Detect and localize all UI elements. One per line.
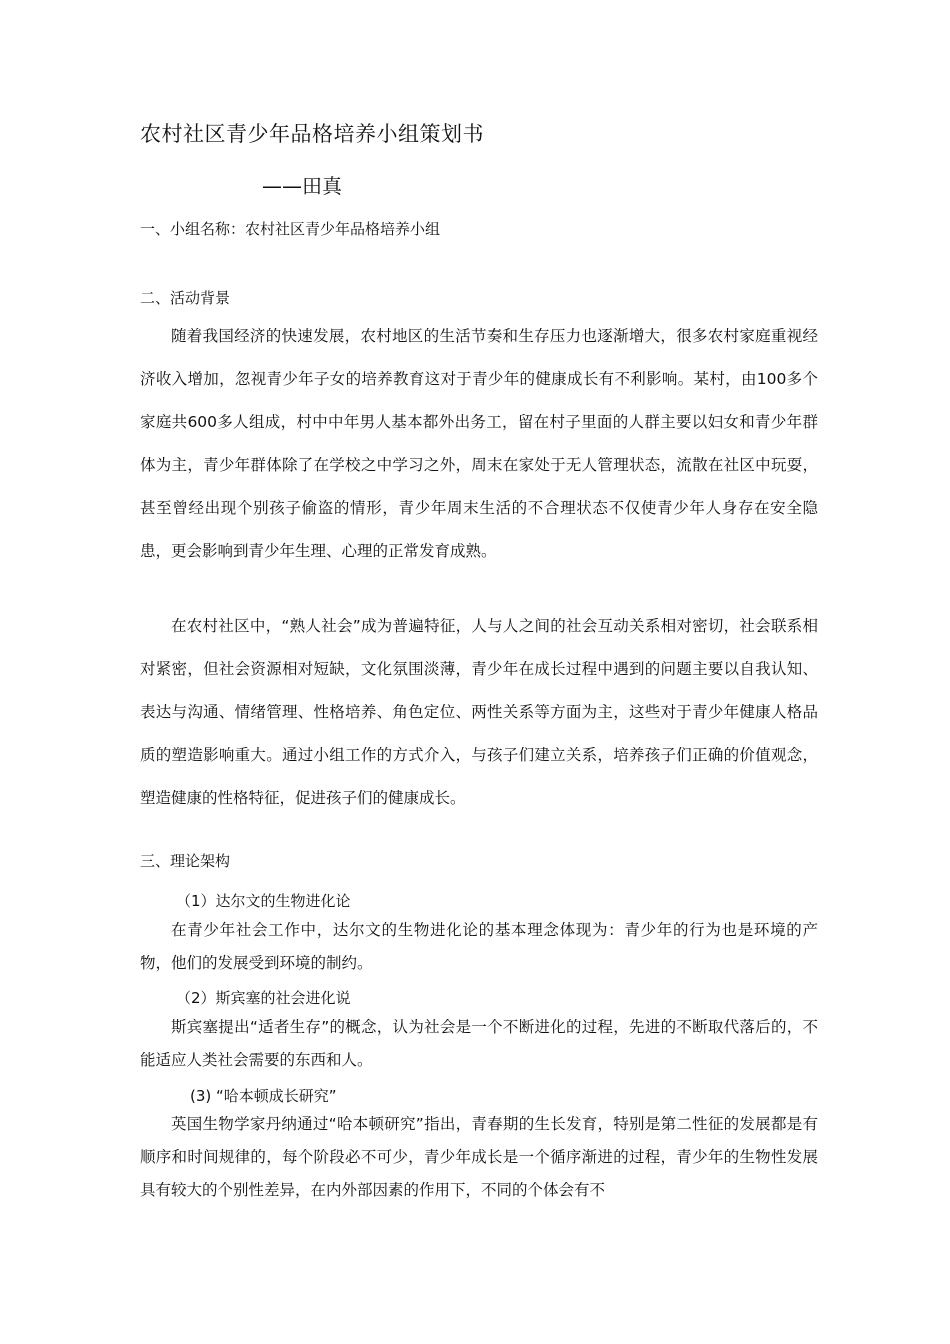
- background-paragraph-2: 在农村社区中，“熟人社会”成为普遍特征，人与人之间的社会互动关系相对密切，社会联系相对紧密，但社会资源相对短缺，文化氛围淡薄，青少年在成长过程中遇到的问题主要以自我认知、表达与沟通、情绪管理、性格培养、角色定位、两性关系等方面为主，这些对于青少年健康人格品质的塑造影响重大。通过小组工作的方式介入，与孩子们建立关系，培养孩子们正确的价值观念，塑造健康的性格特征，促进孩子们的健康成长。: [140, 617, 818, 807]
- theory-subheading-darwin: （1）达尔文的生物进化论: [176, 892, 351, 910]
- background-paragraph-1: 随着我国经济的快速发展，农村地区的生活节奏和生存压力也逐渐增大，很多农村家庭重视经济收入增加，忽视青少年子女的培养教育这对于青少年的健康成长有不利影响。某村，由100多个家庭共600多人组成，村中中年男人基本都外出务工，留在村子里面的人群主要以妇女和青少年群体为主，青少年群体除了在学校之中学习之外，周末在家处于无人管理状态，流散在社区中玩耍，甚至曾经出现个别孩子偷盗的情形，青少年周末生活的不合理状态不仅使青少年人身存在安全隐患，更会影响到青少年生理、心理的正常发育成熟。: [140, 327, 818, 560]
- document-author: ——田真: [262, 174, 342, 198]
- section-heading-background: 二、活动背景: [140, 289, 231, 307]
- theory-body-darwin: 在青少年社会工作中，达尔文的生物进化论的基本理念体现为：青少年的行为也是环境的产物，他们的发展受到环境的制约。: [140, 921, 818, 972]
- section-heading-group-name: 一、小组名称：农村社区青少年品格培养小组: [140, 220, 441, 238]
- theory-subheading-harpenden: (3) “哈本顿成长研究”: [190, 1087, 337, 1105]
- document-title: 农村社区青少年品格培养小组策划书: [140, 122, 484, 146]
- section-heading-theory: 三、理论架构: [140, 852, 231, 870]
- theory-body-harpenden: 英国生物学家丹纳通过“哈本顿研究”指出，青春期的生长发育，特别是第二性征的发展都是有顺序和时间规律的，每个阶段必不可少，青少年成长是一个循序渐进的过程，青少年的生物性发展具有较大的个别性差异，在内外部因素的作用下，不同的个体会有不: [140, 1115, 818, 1199]
- theory-subheading-spencer: （2）斯宾塞的社会进化说: [176, 989, 351, 1007]
- theory-body-spencer: 斯宾塞提出“适者生存”的概念，认为社会是一个不断进化的过程，先进的不断取代落后的，不能适应人类社会需要的东西和人。: [140, 1018, 818, 1069]
